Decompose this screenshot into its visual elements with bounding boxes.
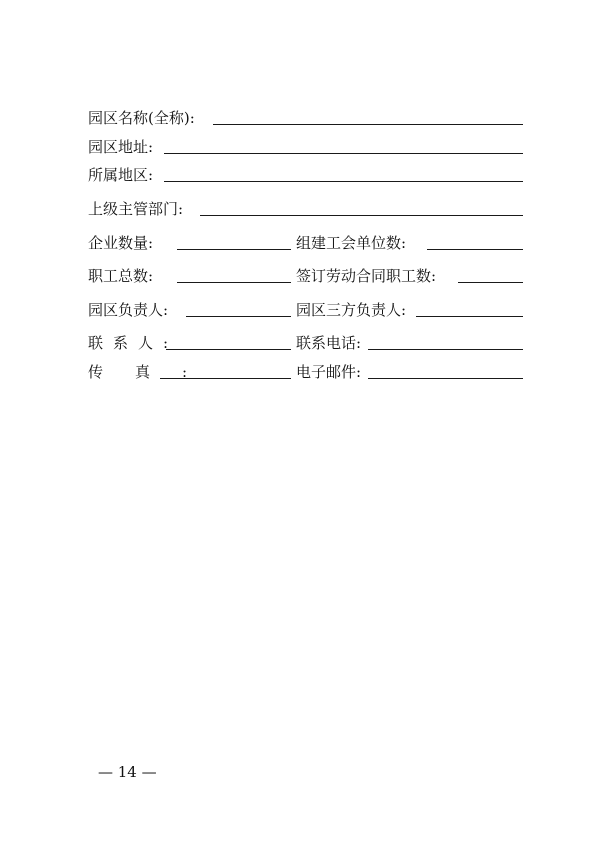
park-address-row: [0, 136, 600, 158]
contact-field[interactable]: [166, 349, 291, 350]
enterprise-row: [0, 232, 600, 254]
tripartite-head-field[interactable]: [416, 316, 523, 317]
tripartite-head-label: 园区三方负责人:: [296, 301, 407, 319]
park-name-row: [0, 107, 600, 129]
fax-label: 传真:: [88, 363, 220, 381]
enterprise-count-field[interactable]: [177, 249, 291, 250]
park-head-field[interactable]: [186, 316, 291, 317]
employee-row: [0, 265, 600, 287]
park-name-label: 园区名称(全称):: [88, 109, 195, 127]
contract-employees-field[interactable]: [458, 282, 523, 283]
fax-field[interactable]: [160, 378, 291, 379]
contract-employees-label: 签订劳动合同职工数:: [296, 267, 437, 285]
employee-total-label: 职工总数:: [88, 267, 154, 285]
supervisor-row: [0, 198, 600, 220]
supervisor-label: 上级主管部门:: [88, 200, 184, 218]
page-number: — 14 —: [98, 763, 157, 781]
region-label: 所属地区:: [88, 166, 154, 184]
region-row: [0, 164, 600, 186]
fax-row: [0, 361, 600, 383]
supervisor-field[interactable]: [200, 215, 523, 216]
park-address-field[interactable]: [164, 153, 523, 154]
union-units-label: 组建工会单位数:: [296, 234, 407, 252]
park-head-row: [0, 299, 600, 321]
park-name-field[interactable]: [213, 124, 523, 125]
phone-field[interactable]: [368, 349, 523, 350]
contact-label: 联系人:: [88, 334, 179, 352]
contact-row: [0, 332, 600, 354]
phone-label: 联系电话:: [296, 334, 362, 352]
email-label: 电子邮件:: [296, 363, 362, 381]
employee-total-field[interactable]: [177, 282, 291, 283]
region-field[interactable]: [164, 181, 523, 182]
email-field[interactable]: [368, 378, 523, 379]
union-units-field[interactable]: [427, 249, 523, 250]
park-address-label: 园区地址:: [88, 138, 154, 156]
park-head-label: 园区负责人:: [88, 301, 169, 319]
enterprise-count-label: 企业数量:: [88, 234, 154, 252]
